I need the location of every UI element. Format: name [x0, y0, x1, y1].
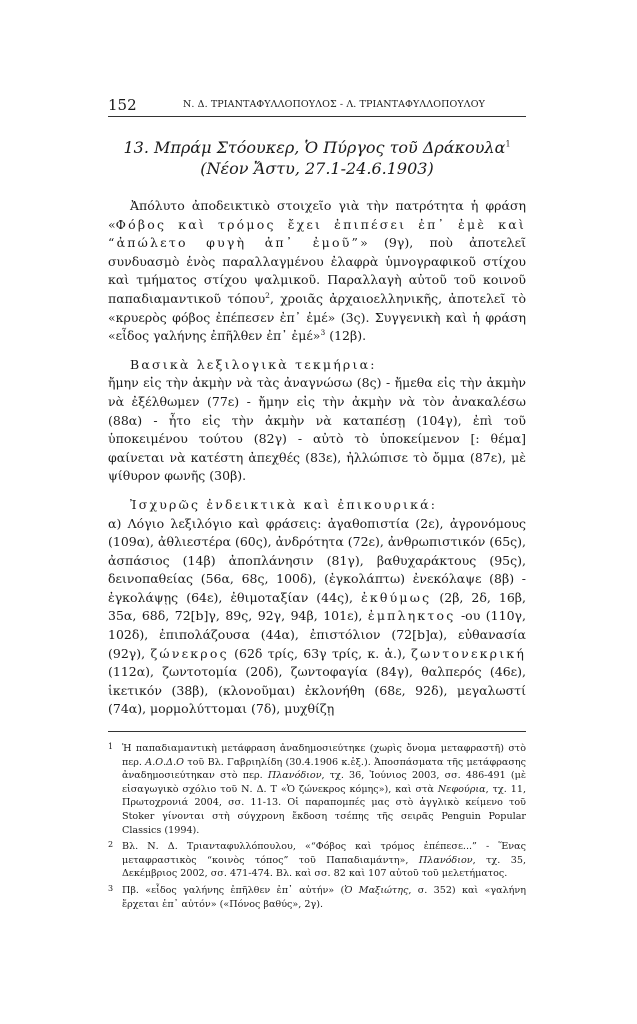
- spacer: [108, 486, 526, 496]
- spaced-word: ζωντονεκρική: [411, 645, 527, 661]
- basic-evidence-paragraph: [108, 356, 526, 486]
- heading-colon: :: [370, 356, 375, 372]
- body-text: [108, 197, 526, 719]
- list-text: (112α), ζωντοτομία (20δ), ζωντοφαγία (84γ), θαλπερός (46ε), ἱκετικόν (38β), (κλονοῦμαι) ἐκλονήθη (68ε, 92δ), μεγαλωστί (74α), μορμολύττομαι (7δ), μυχθίζῃ: [108, 664, 526, 717]
- basic-evidence-heading: Βασικὰ λεξιλογικὰ τεκμήρια: [130, 356, 371, 372]
- footnote-number: 1: [108, 742, 114, 752]
- list-item-a-lead: α) Λόγιο λεξιλόγιο καὶ φράσεις:: [108, 515, 328, 531]
- footnote-text: Ἡ παπαδιαμαντικὴ μετάφραση ἀναδημοσιεύτηκε (χωρὶς ὄνομα μεταφραστῆ) στὸ περ.: [122, 743, 526, 768]
- list-text: -ου (110γ, 102δ), ἐπιπολάζουσα (44α), ἐπιστόλιον (72[b]α), εὐθανασία (92γ),: [108, 608, 526, 661]
- footnote-italic-text: Πλανόδιον: [418, 854, 473, 866]
- footnote-number: 3: [108, 883, 114, 893]
- footnote-italic-text: Πλανόδιον: [267, 770, 322, 782]
- footnote-text: τοῦ Βλ. Γαβριηλίδη (30.4.1906 κ.ἑξ.). Ἀποσπάσματα τῆς μετάφρασης ἀναδημοσιεύτηκαν στὸ περ.: [122, 756, 526, 782]
- footnote-text: , τχ. 11, Πρωτοχρονιά 2004, σσ. 11-13. Οἱ παραπομπές μας στὸ ἀγγλικὸ κείμενο τοῦ Stoker γίνονται στὴ σύγχρονη ἔκδοση τσέπης τῆς σειρᾶς Penguin Popular Classics (1994).: [122, 783, 526, 836]
- section-title: [108, 137, 526, 179]
- title-text: 13. Μπράμ Στόουκερ, Ὁ Πύργος τοῦ Δράκουλα: [123, 138, 506, 157]
- intro-paragraph: [108, 197, 526, 346]
- footnote-2: [108, 838, 526, 881]
- list-text: ἀγαθοπιστία (2ε), ἀγρονόμους (109α), ἀθλιεστέρα (60ς), ἀνδρότητα (72ε), ἀνθρωπιστικόν (65ς), ἀσπάσιος (14β) ἀποπλάνησιν (81γ), βαθυχαράκτους (95ς), δεινοπαθείας (56α, 68ς, 100δ), (ἐγκολάπτω) ἐνεκόλαψε (8β) - ἐγκολάψῃς (64ε), ἐθιμοταξίαν (44ς),: [108, 515, 527, 605]
- strong-evidence-paragraph: [108, 496, 526, 719]
- footnote-italic-text: Νεφούρια: [437, 783, 486, 795]
- intro-text-3: , χροιᾶς ἀρχαιοελληνικῆς, ἀποτελεῖ τὸ «κρυερὸς φόβος ἐπέπεσεν ἐπ᾿ ἐμέ» (3ς). Συγγενικὴ καὶ ἡ φράση «εἶδος γαλήνης ἐπῆλθεν ἐπ᾿ ἐμέ»: [108, 290, 526, 344]
- page-number: 152: [108, 96, 137, 114]
- footnote-ref-2: 2: [265, 290, 270, 300]
- footnote-text: , τχ. 36, Ἰούνιος 2003, σσ. 486-491 (μὲ εἰσαγωγικὸ σχόλιο τοῦ Ν. Δ. Τ «Ὁ ζώνεκρος κόμης»), καὶ στὰ: [122, 770, 526, 795]
- footnote-text: Πβ. «εἶδος γαλήνης ἐπῆλθεν ἐπ᾿ αὐτήν» (: [122, 884, 345, 896]
- footnote-italic-text: Α.Ο.Δ.Ο: [145, 756, 185, 768]
- spacer: [108, 346, 526, 356]
- page-header: [108, 96, 526, 117]
- footnote-ref-1: 1: [505, 139, 511, 149]
- spaced-word: ἐμπληκτος: [367, 608, 456, 624]
- list-text: (62δ τρίς, 63γ τρίς, κ. ἀ.),: [228, 645, 412, 661]
- footnote-ref-3: 3: [320, 328, 326, 337]
- footnote-1: [108, 740, 526, 837]
- heading-colon: :: [430, 496, 436, 512]
- list-text: (2β, 2δ, 16β, 35α, 68δ, 72[b]γ, 89ς, 92γ, 94β, 101ε),: [108, 589, 526, 624]
- footnote-text: , σ. 352) καὶ «γαλήνη ἔρχεται ἐπ᾿ αὐτόν» («Πόνος βαθύς», 2γ).: [122, 884, 526, 910]
- spaced-word: ζώνεκρος: [150, 645, 229, 661]
- footnote-text: Βλ. Ν. Δ. Τριανταφυλλόπουλου, «“Φόβος καὶ τρόμος ἐπέπεσε...” - Ἕνας μεταφραστικὸς “κοινὸς τόπος” τοῦ Παπαδιαμάντη»,: [122, 841, 526, 866]
- footnote-number: 2: [108, 840, 114, 850]
- footnote-italic-text: Ὁ Μαξιώτης: [344, 884, 409, 896]
- strong-evidence-heading: Ἰσχυρῶς ἐνδεικτικὰ καὶ ἐπικουρικά: [130, 496, 431, 512]
- title-line-1: [108, 137, 526, 158]
- footnote-text: , τχ. 35, Δεκέμβριος 2002, σσ. 471-474. Βλ. καὶ σσ. 82 καὶ 107 αὐτοῦ τοῦ μελετήματος.: [122, 854, 526, 880]
- basic-evidence-text: ἤμην εἰς τὴν ἀκμὴν νὰ τὰς ἀναγνώσω (8ς) - ἤμεθα εἰς τὴν ἀκμὴν νὰ ἐξέλθωμεν (77ε) - ἤμην εἰς τὴν ἀκμὴν νὰ τὸν ἀνακαλέσω (88α) - ἦτο εἰς τὴν ἀκμὴν νὰ καταπέσῃ (104γ), ἐπὶ τοῦ ὑποκειμένου τούτου (82γ) - αὐτὸ τὸ ὑποκείμενον [: θέμα] φαίνεται νὰ κατέστη ἀπεχθές (83ε), ἠλλώπισε τὸ ὄμμα (87ε), μὲ ψίθυρον φωνῆς (30β).: [108, 375, 526, 484]
- title-line-2: (Νέον Ἄστυ, 27.1-24.6.1903): [200, 159, 434, 178]
- book-page: [108, 96, 526, 912]
- intro-text-1: Ἀπόλυτο ἀποδεικτικὸ στοιχεῖο γιὰ τὴν πατρότητα ἡ φράση «: [108, 198, 526, 232]
- spaced-word: ἐκθύμως: [360, 589, 432, 605]
- running-head: Ν. Δ. ΤΡΙΑΝΤΑΦΥΛΛΟΠΟΥΛΟΣ - Λ. ΤΡΙΑΝΤΑΦΥΛΛΟΠΟΥΛΟΥ: [183, 99, 486, 110]
- spaced-phrase: Φόβος καὶ τρόμος ἔχει ἐπιπέσει ἐπ᾿ ἐμὲ καὶ “ἀπώλετο φυγὴ ἀπ᾿ ἐμοῦ”: [108, 216, 526, 251]
- footnotes: [108, 731, 526, 911]
- footnote-3: [108, 882, 526, 911]
- intro-text-2: » (9γ), ποὺ ἀποτελεῖ συνδυασμὸ ἑνὸς παραλλαγμένου ἐλαφρὰ ὑμνογραφικοῦ στίχου καὶ τμήματος στίχου ψαλμικοῦ. Παραλλαγὴ αὐτοῦ τοῦ κοινοῦ παπαδιαμαντικοῦ τόπου: [108, 235, 526, 306]
- intro-text-4: (12β).: [325, 328, 367, 344]
